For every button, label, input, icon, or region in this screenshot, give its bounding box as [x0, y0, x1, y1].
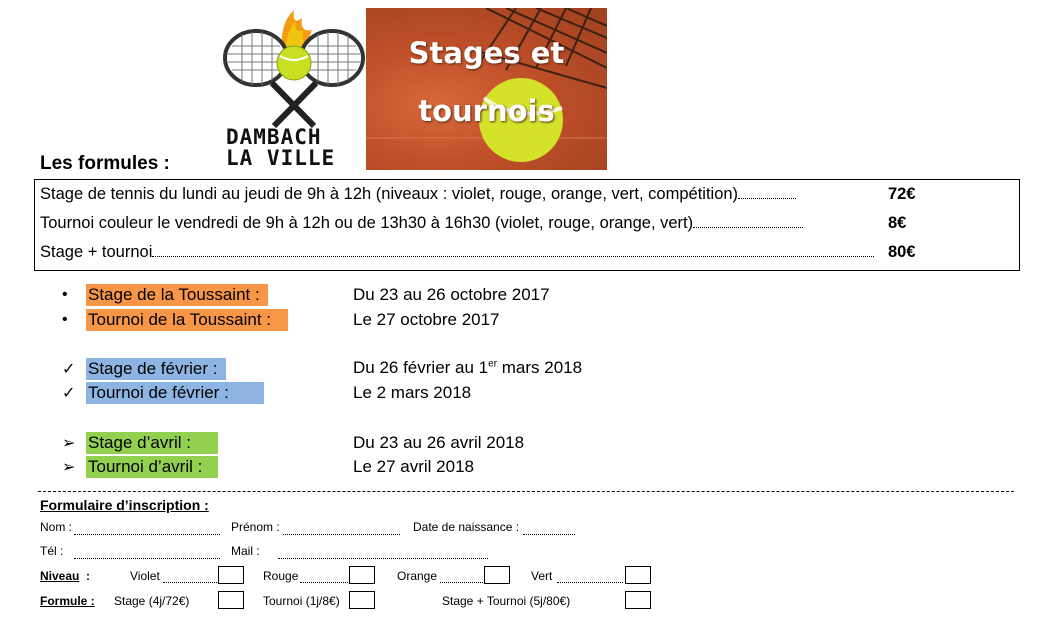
leader-dots: [152, 255, 874, 257]
orange-checkbox[interactable]: [484, 566, 510, 584]
schedule-date: Du 23 au 26 avril 2018: [353, 433, 525, 452]
bullet-dot-icon: •: [62, 311, 68, 328]
prenom-field[interactable]: [283, 533, 400, 535]
checkmark-icon: ✓: [62, 385, 76, 402]
arrow-bullet-icon: ➢: [62, 459, 76, 476]
logo-line-2: LA VILLE: [226, 146, 336, 170]
vert-checkbox[interactable]: [625, 566, 651, 584]
form-title: Formulaire d’inscription :: [40, 497, 209, 513]
price-row-combo: [40, 243, 874, 262]
price-row-tournoi: [40, 214, 803, 233]
dashed-separator: [38, 491, 1014, 492]
niveau-option-violet: Violet: [130, 569, 160, 583]
formule-option-tournoi: Tournoi (1j/8€): [263, 594, 340, 608]
leader-dots: [440, 581, 483, 583]
price-row-label: Stage + tournoi: [40, 243, 153, 261]
schedule-label: Stage de la Toussaint :: [86, 284, 268, 306]
naissance-label: Date de naissance :: [413, 520, 520, 534]
arrow-bullet-icon: ➢: [62, 435, 76, 452]
schedule-date: Du 23 au 26 octobre 2017: [353, 285, 550, 304]
stage-checkbox[interactable]: [218, 591, 244, 609]
price-value: 80€: [888, 243, 916, 261]
price-row-label: Stage de tennis du lundi au jeudi de 9h à 12h (niveaux : violet, rouge, orange, vert, compétition): [40, 185, 739, 203]
niveau-option-orange: Orange: [397, 569, 438, 583]
checkmark-icon: ✓: [62, 361, 76, 378]
price-value: 72€: [888, 185, 916, 203]
mail-field[interactable]: [278, 557, 488, 559]
club-logo: [222, 8, 366, 170]
schedule-date: Le 27 octobre 2017: [353, 310, 500, 329]
naissance-field[interactable]: [523, 533, 575, 535]
schedule-date: Le 2 mars 2018: [353, 383, 472, 402]
niveau-label: Niveau: [40, 569, 80, 583]
formules-title: Les formules :: [40, 153, 170, 174]
bullet-dot-icon: •: [62, 286, 68, 303]
schedule-label: Tournoi de février :: [86, 382, 264, 404]
schedule-label: Tournoi d’avril :: [86, 456, 218, 478]
formule-option-stage: Stage (4j/72€): [114, 594, 190, 608]
price-value: 8€: [888, 214, 907, 232]
formule-label: Formule :: [40, 594, 95, 608]
formule-option-combo: Stage + Tournoi (5j/80€): [442, 594, 571, 608]
net-and-ball-image: [366, 8, 607, 170]
niveau-option-rouge: Rouge: [263, 569, 299, 583]
logo-line-1: DAMBACH: [226, 125, 322, 149]
niveau-option-vert: Vert: [531, 569, 553, 583]
nom-label: Nom :: [40, 520, 73, 534]
rouge-checkbox[interactable]: [349, 566, 375, 584]
leader-dots: [300, 581, 348, 583]
combo-checkbox[interactable]: [625, 591, 651, 609]
leader-dots: [738, 197, 796, 199]
tel-field[interactable]: [74, 557, 220, 559]
schedule-label: Stage de février :: [86, 358, 226, 380]
violet-checkbox[interactable]: [218, 566, 244, 584]
niveau-colon: :: [86, 569, 90, 583]
schedule-date: Le 27 avril 2018: [353, 457, 474, 476]
stages-banner: [366, 8, 607, 170]
schedule-date: Du 26 février au 1er mars 2018: [353, 358, 583, 377]
price-row-stage: [40, 185, 796, 204]
price-row-label: Tournoi couleur le vendredi de 9h à 12h ou de 13h30 à 16h30 (violet, rouge, orange, vert): [40, 214, 694, 232]
nom-field[interactable]: [74, 533, 220, 535]
tennis-rackets-icon: [222, 8, 366, 130]
tournoi-checkbox[interactable]: [349, 591, 375, 609]
banner-title-line-2: tournois: [418, 94, 555, 128]
schedule-label: Tournoi de la Toussaint :: [86, 309, 288, 331]
mail-label: Mail :: [231, 544, 260, 558]
schedule-label: Stage d’avril :: [86, 432, 218, 454]
tel-label: Tél :: [40, 544, 64, 558]
banner-title-line-1: Stages et: [408, 36, 565, 70]
leader-dots: [163, 581, 217, 583]
leader-dots: [693, 226, 803, 228]
leader-dots: [557, 581, 623, 583]
prenom-label: Prénom :: [231, 520, 280, 534]
